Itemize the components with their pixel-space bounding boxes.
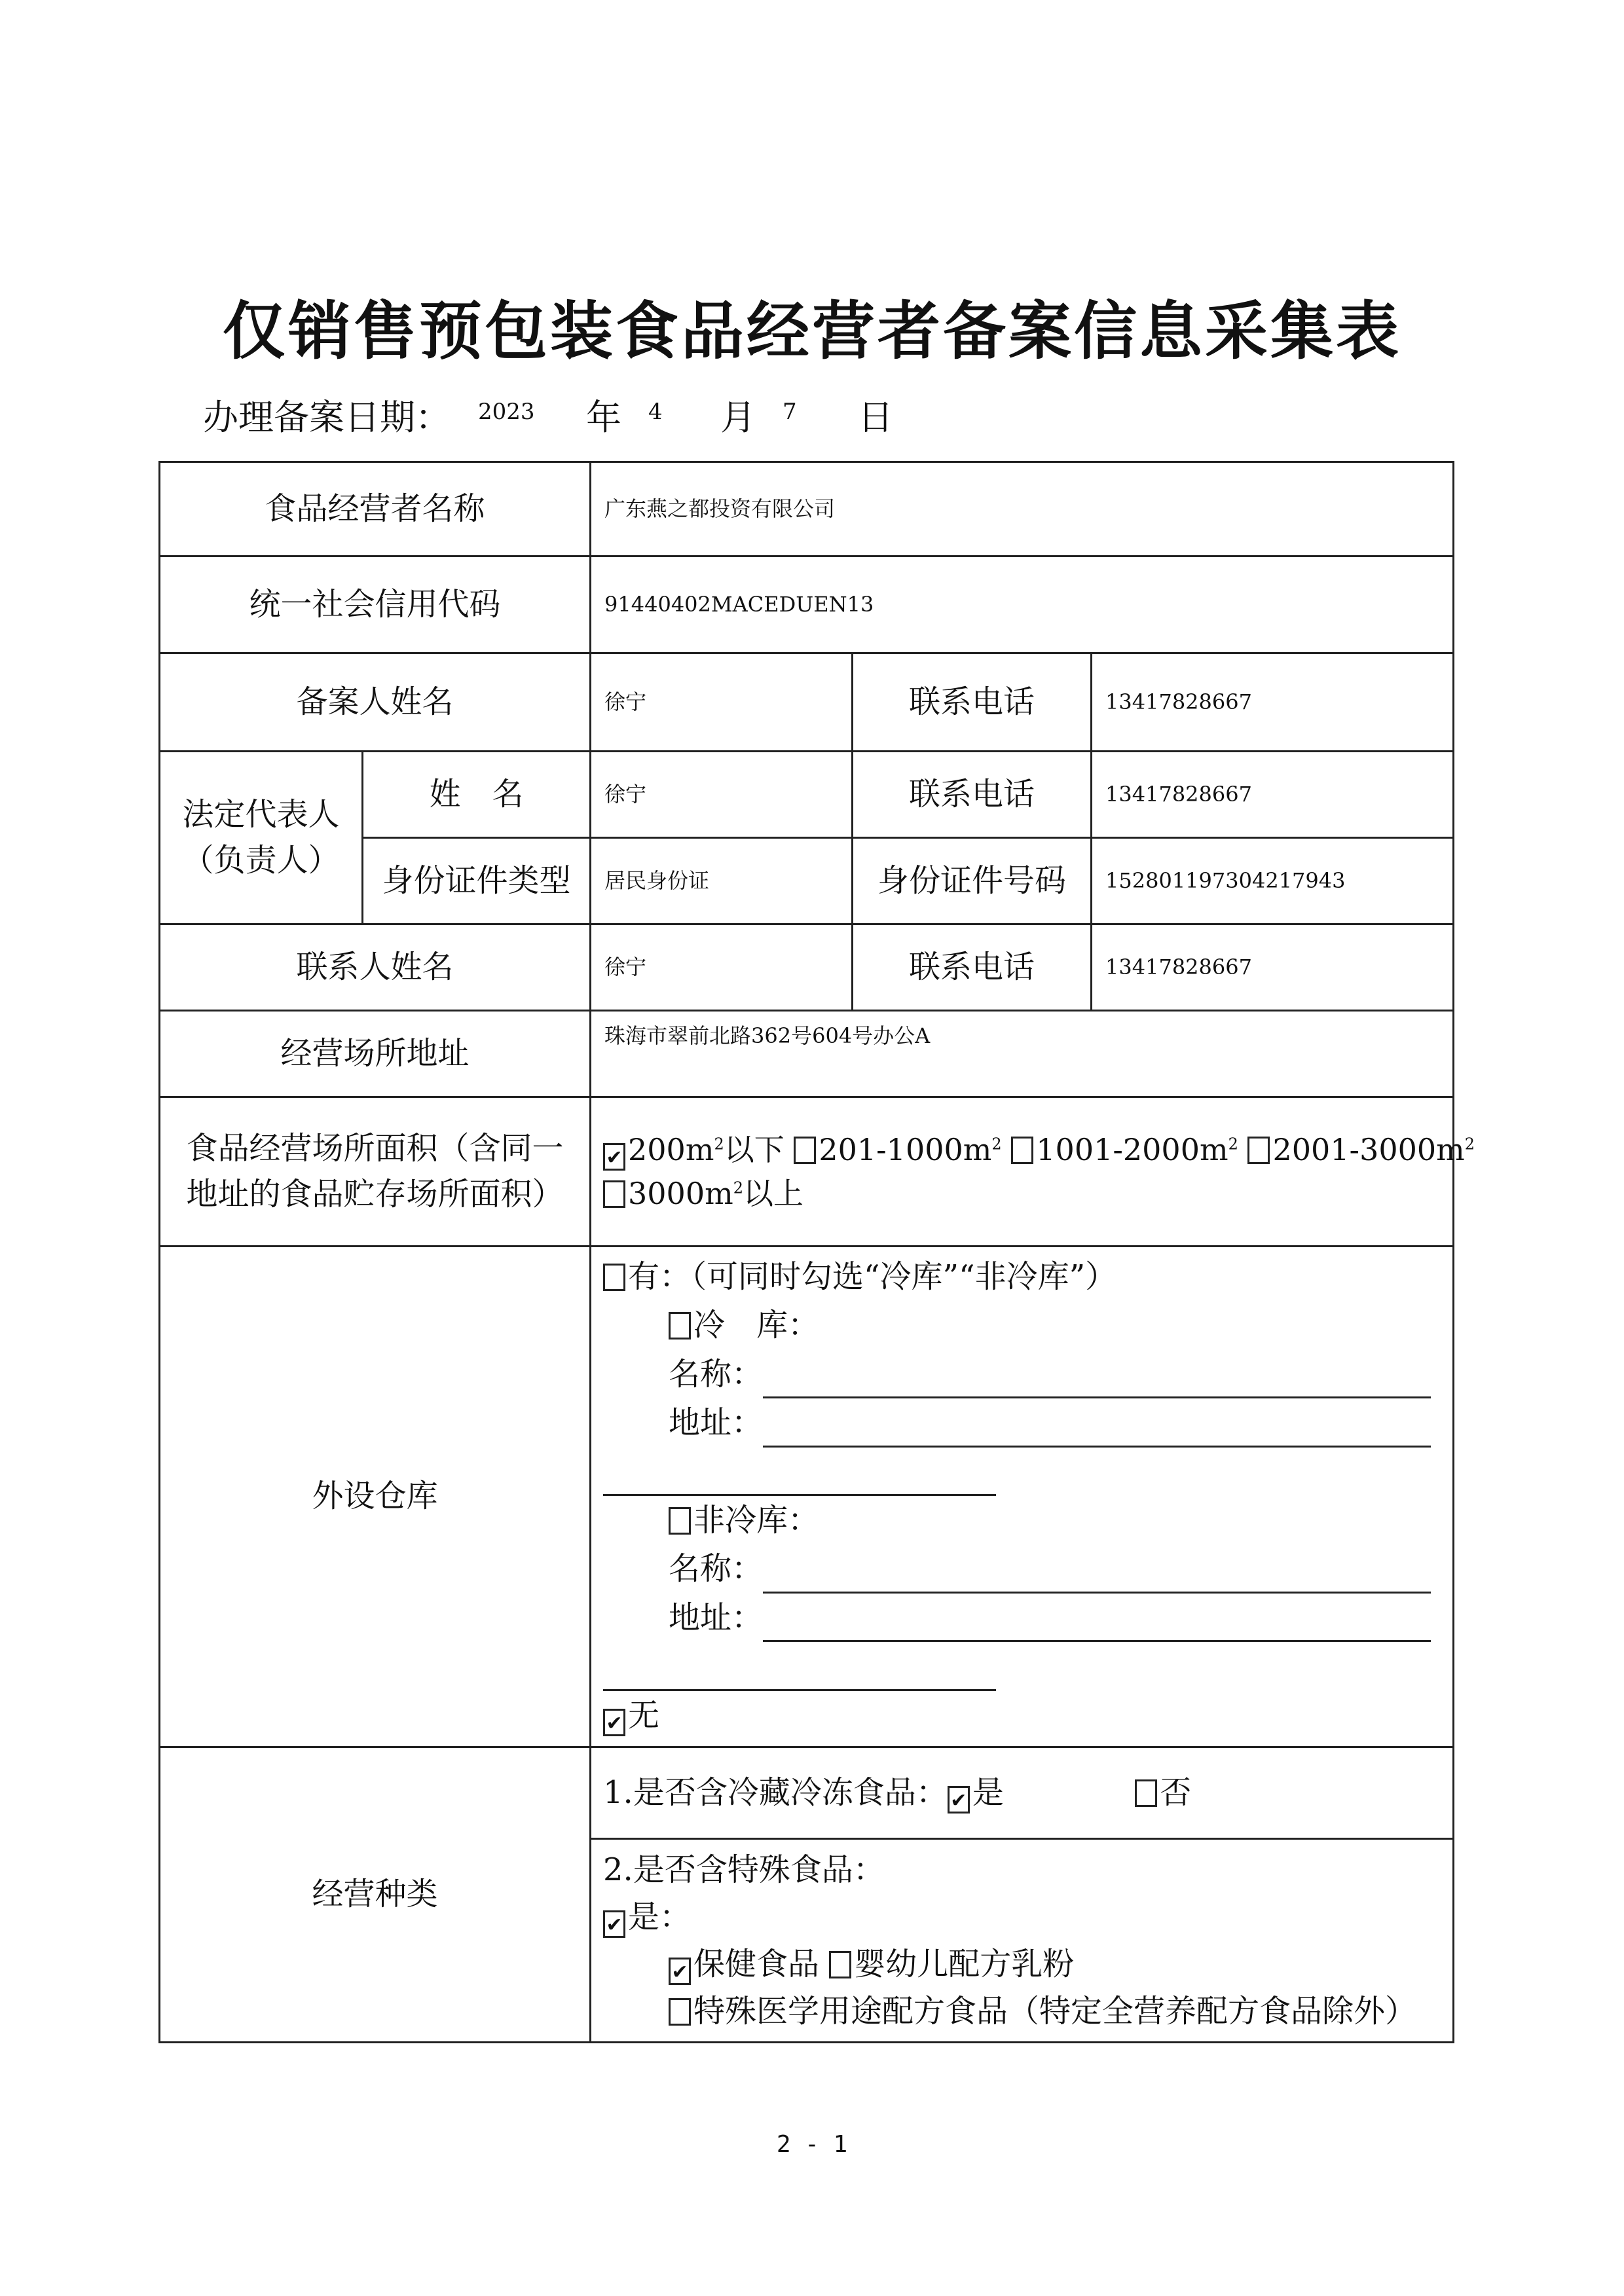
contact-phone-label: 联系电话 [853,924,1092,1011]
health-food-checkbox[interactable]: ✔ [669,1958,691,1985]
contact-name-value: 徐宁 [591,924,853,1011]
noncold-storage-checkbox[interactable] [669,1507,691,1535]
row-warehouse [160,1247,1454,1747]
row-credit-code [160,556,1454,653]
area-unit-sup: 2 [733,1178,743,1197]
legal-phone-label: 联系电话 [853,752,1092,838]
area-unit-sup: 2 [991,1135,1002,1154]
noncold-name-label: 名称： [669,1550,764,1588]
warehouse-yes-checkbox[interactable] [603,1264,625,1291]
row-contact [160,924,1454,1011]
cold-storage-label: 冷 库： [693,1307,820,1344]
health-food-label: 保健食品 [693,1945,820,1982]
id-number-label: 身份证件号码 [853,838,1092,924]
legal-rep-label: 法定代表人（负责人） [160,752,363,924]
date-day-unit: 日 [858,397,893,438]
category-q1 [591,1747,1454,1838]
noncold-name-field[interactable] [763,1561,1431,1594]
category-q2 [591,1838,1454,2042]
id-type-value: 居民身份证 [591,838,853,924]
cold-food-no-checkbox[interactable] [1135,1779,1157,1807]
date-year: 2023 [478,399,535,425]
contact-name-label: 联系人姓名 [160,924,591,1011]
area-opt3-label: 1001-2000m [1036,1131,1228,1167]
row-filer [160,653,1454,752]
cold-food-question: 1.是否含冷藏冷冻食品： [603,1774,948,1811]
noncold-storage-label: 非冷库： [693,1501,820,1539]
area-opt5-checkbox[interactable] [603,1180,625,1208]
area-opt1-checkbox[interactable]: ✔ [603,1143,625,1171]
operator-name-value: 广东燕之都投资有限公司 [591,462,1454,556]
area-options [591,1097,1475,1247]
legal-phone-value: 13417828667 [1092,752,1454,838]
warehouse-options [591,1247,1454,1747]
address-value: 珠海市翠前北路362号604号办公A [591,1011,1454,1097]
cold-food-yes-label: 是 [972,1774,1004,1811]
infant-formula-checkbox[interactable] [829,1951,851,1978]
credit-code-label: 统一社会信用代码 [160,556,591,653]
warehouse-label: 外设仓库 [160,1247,591,1747]
contact-phone-value: 13417828667 [1092,924,1454,1011]
date-month-unit: 月 [720,397,756,438]
id-type-label: 身份证件类型 [363,838,591,924]
area-label: 食品经营场所面积（含同一地址的食品贮存场所面积） [160,1097,591,1247]
filer-name-value: 徐宁 [591,653,853,752]
row-legal-name [160,752,1454,838]
date-month: 4 [648,399,663,425]
area-opt4-checkbox[interactable] [1247,1137,1270,1164]
cold-name-field[interactable] [763,1366,1431,1398]
noncold-address-field[interactable] [763,1610,1431,1642]
row-operator-name [160,462,1454,556]
filing-form-table [158,461,1475,2043]
area-opt3-checkbox[interactable] [1011,1137,1033,1164]
row-area [160,1097,1454,1247]
warehouse-yes-label: 有：（可同时勾选“冷库”“非冷库”） [628,1258,1117,1295]
category-label: 经营种类 [160,1747,591,2042]
filer-name-label: 备案人姓名 [160,653,591,752]
address-label: 经营场所地址 [160,1011,591,1097]
area-opt1-suffix: 以下 [724,1131,784,1167]
cold-name-label: 名称： [669,1355,764,1393]
medical-food-checkbox[interactable] [669,1998,691,2026]
row-category-q1 [160,1747,1454,1838]
area-opt5-suffix: 以上 [743,1175,803,1211]
noncold-address-label: 地址： [669,1599,764,1636]
warehouse-none-label: 无 [628,1696,660,1734]
noncold-address-field-cont[interactable] [603,1666,996,1691]
warehouse-none-checkbox[interactable]: ✔ [603,1709,625,1736]
cold-food-no-label: 否 [1160,1774,1192,1811]
special-food-yes-checkbox[interactable]: ✔ [603,1910,625,1938]
area-opt2-checkbox[interactable] [794,1137,816,1164]
area-opt2-label: 201-1000m [819,1131,992,1167]
page-title: 仅销售预包装食品经营者备案信息采集表 [223,295,1401,368]
area-opt5-label: 3000m [628,1175,733,1211]
cold-storage-checkbox[interactable] [669,1312,691,1339]
area-unit-sup: 2 [714,1135,724,1154]
medical-food-label: 特殊医学用途配方食品（特定全营养配方食品除外） [693,1992,1417,2030]
area-opt1-label: 200m [628,1131,714,1167]
date-day: 7 [783,399,797,425]
page-number: 2 - 1 [776,2131,848,2158]
filer-phone-label: 联系电话 [853,653,1092,752]
date-label: 办理备案日期： [203,397,451,438]
area-unit-sup: 2 [1228,1135,1238,1154]
cold-address-field-cont[interactable] [603,1470,996,1496]
infant-formula-label: 婴幼儿配方乳粉 [854,1945,1075,1982]
legal-name-value: 徐宁 [591,752,853,838]
cold-address-field[interactable] [763,1415,1431,1448]
legal-name-label: 姓 名 [363,752,591,838]
special-food-yes-label: 是： [628,1898,692,1935]
operator-name-label: 食品经营者名称 [160,462,591,556]
area-unit-sup: 2 [1464,1135,1475,1154]
cold-address-label: 地址： [669,1404,764,1442]
id-number-value: 152801197304217943 [1092,838,1454,924]
credit-code-value: 91440402MACEDUEN13 [591,556,1454,653]
date-year-unit: 年 [586,397,621,438]
filer-phone-value: 13417828667 [1092,653,1454,752]
special-food-question: 2.是否含特殊食品： [603,1851,885,1888]
row-address [160,1011,1454,1097]
area-opt4-label: 2001-3000m [1272,1131,1465,1167]
cold-food-yes-checkbox[interactable]: ✔ [948,1786,970,1813]
